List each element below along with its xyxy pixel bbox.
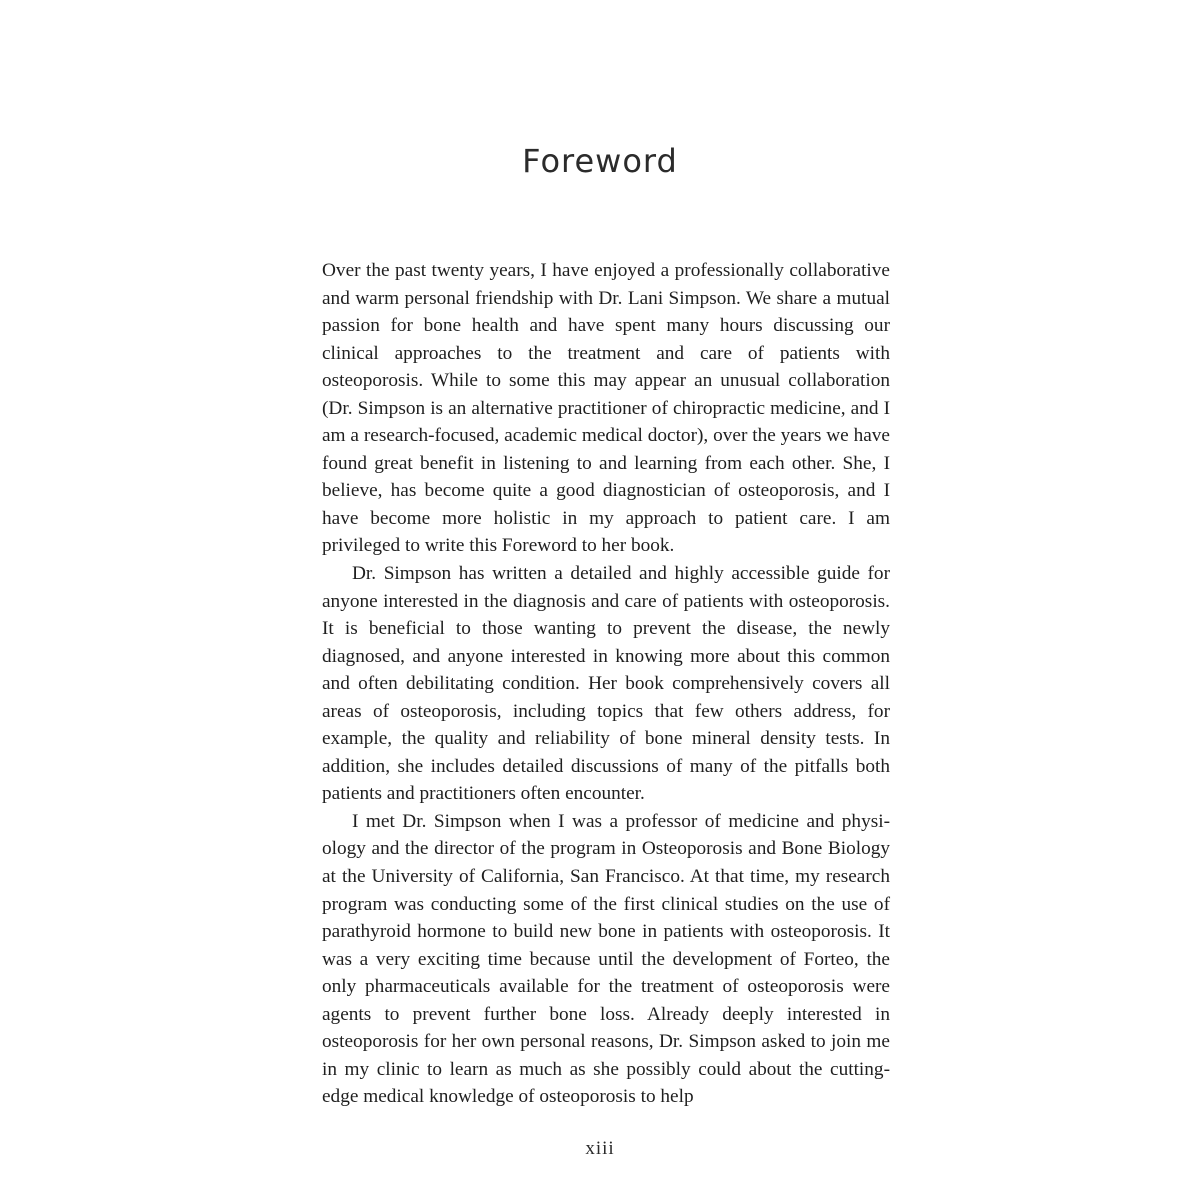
paragraph-1: Over the past twenty years, I have enjoyed a professionally collaborative and warm personal friendship with Dr. Lani Simpson. We share a mutual passion for bone health and have spent many hours discussing our clinical approaches to the treatment and care of patients with osteoporosis. While to some this may appear an unusual collaboration (Dr. Simpson is an alternative practitioner of chiropractic medicine, and I am a research-focused, academic medical doctor), over the years we have found great benefit in listening to and learning from each other. She, I believe, has become quite a good diagnostician of osteoporosis, and I have become more holistic in my approach to patient care. I am privileged to write this Foreword to her book. xyxy=(322,260,890,557)
page-number: xiii xyxy=(585,1138,615,1159)
body-text xyxy=(322,257,890,1111)
paragraph-3: I met Dr. Simpson when I was a professor of medicine and physiology and the director of the program in Osteoporosis and Bone Biology at the University of California, San Francisco. At that time, my research program was conducting some of the first clinical studies on the use of parathyroid hormone to build new bone in patients with osteoporosis. It was a very exciting time because until the development of Forteo, the only pharmaceuticals available for the treatment of osteoporosis were agents to prevent further bone loss. Already deeply interested in osteoporosis for her own personal reasons, Dr. Simpson asked to join me in my clinic to learn as much as she possibly could about the cutting-edge medical knowledge of osteoporosis to help xyxy=(322,810,890,1108)
paragraph-2: Dr. Simpson has written a detailed and highly accessible guide for anyone interested in the diagnosis and care of patients with osteoporosis. It is beneficial to those wanting to prevent the disease, the newly diagnosed, and anyone interested in knowing more about this common and often debilitating condition. Her book comprehensively covers all areas of osteoporosis, including topics that few others address, for example, the quality and reliability of bone mineral density tests. In addition, she includes detailed discussions of many of the pitfalls both patients and practitioners often encounter. xyxy=(322,563,890,805)
chapter-title: Foreword xyxy=(522,142,678,180)
